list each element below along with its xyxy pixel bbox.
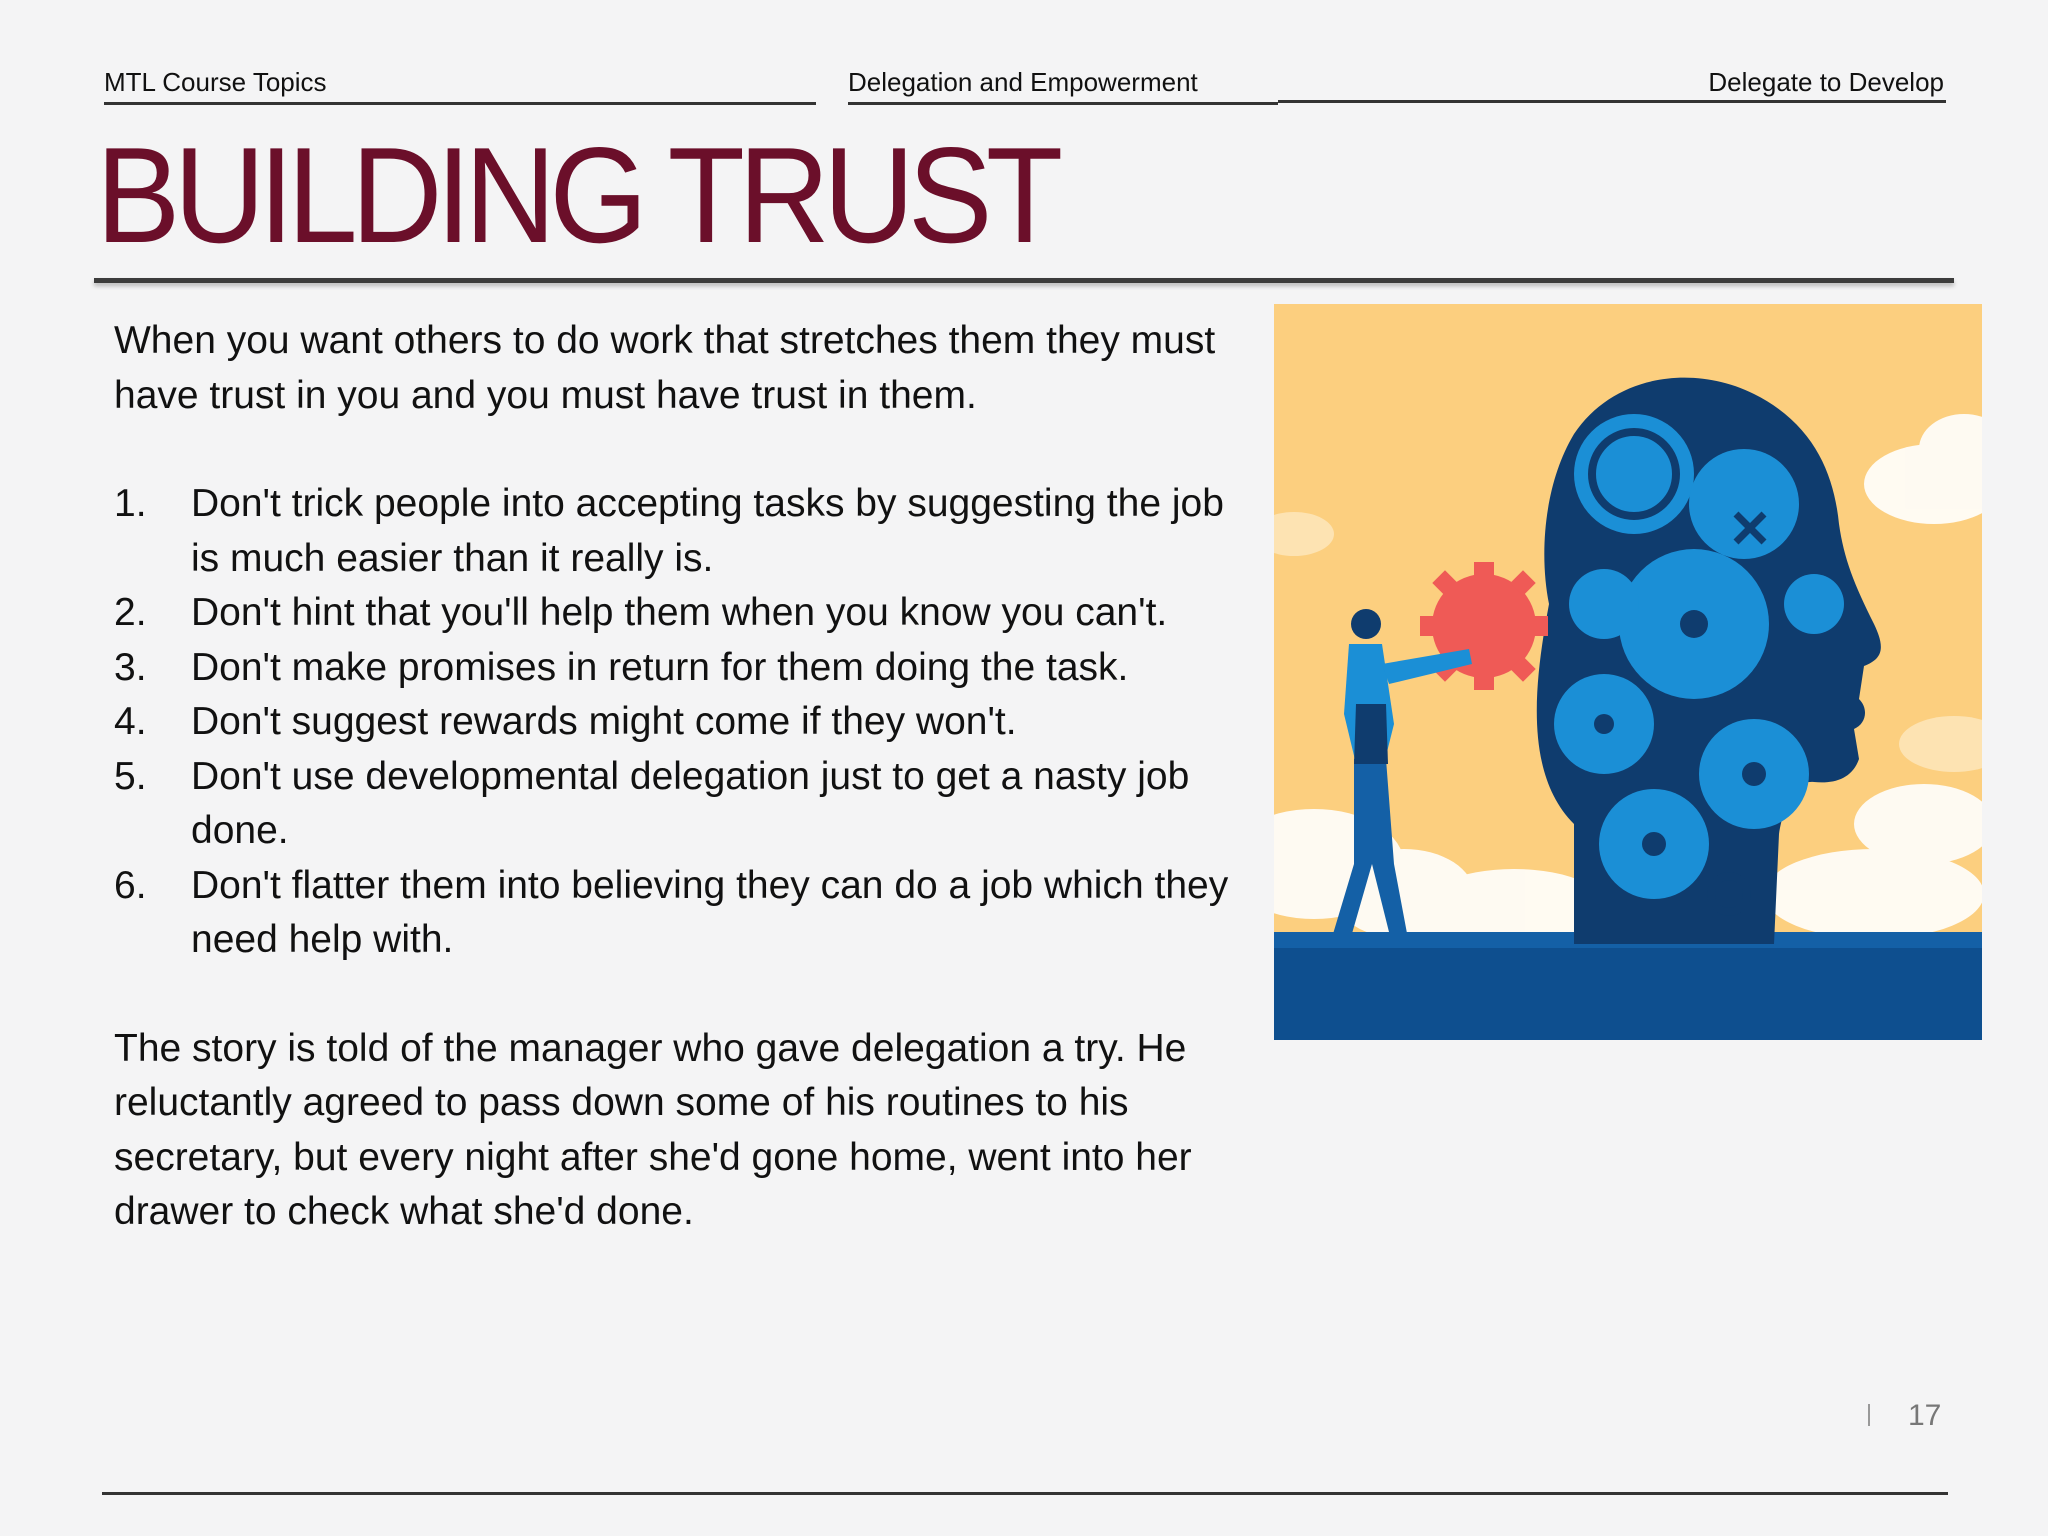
list-item xyxy=(114,695,1244,750)
header-divider xyxy=(1278,100,1946,103)
list-number: 2. xyxy=(114,591,147,634)
intro-paragraph: When you want others to do work that stretches them they must have trust in you and you must have trust in them. xyxy=(114,319,1216,417)
header-subtopic: Delegate to Develop xyxy=(1708,67,1944,97)
list-text: Don't flatter them into believing they can do a job which they need help with. xyxy=(191,863,1229,961)
list-item xyxy=(114,477,1244,586)
footer-divider xyxy=(102,1492,1948,1495)
title-divider xyxy=(94,278,1954,283)
list-number: 6. xyxy=(114,863,147,907)
list-text: Don't hint that you'll help them when you know you can't. xyxy=(191,591,1168,634)
story-paragraph: The story is told of the manager who gave delegation a try. He reluctantly agreed to pass down some of his routines to his secretary, but every night after she'd gone home, went into her drawer to check what she'd done. xyxy=(114,1026,1192,1233)
list-number: 3. xyxy=(114,645,147,689)
list-text: Don't trick people into accepting tasks by suggesting the job is much easier than it really is. xyxy=(191,482,1224,580)
list-text: Don't use developmental delegation just to get a nasty job done. xyxy=(191,754,1190,852)
slide-title: BUILDING TRUST xyxy=(96,119,1057,271)
page-number-separator xyxy=(1868,1404,1870,1426)
list-item xyxy=(114,641,1244,696)
slide-body xyxy=(114,314,1244,1240)
trust-rules-list xyxy=(114,477,1244,968)
list-text: Don't make promises in return for them doing the task. xyxy=(191,645,1129,689)
list-number: 5. xyxy=(114,754,147,798)
list-text: Don't suggest rewards might come if they won't. xyxy=(191,700,1017,743)
header-section-title: Delegation and Empowerment xyxy=(848,64,1278,105)
header-course-topics: MTL Course Topics xyxy=(104,64,816,105)
person-placing-gear-into-head-icon xyxy=(1274,304,1982,1040)
list-item xyxy=(114,859,1244,968)
list-item xyxy=(114,586,1244,641)
list-number: 4. xyxy=(114,700,147,743)
list-item xyxy=(114,750,1244,859)
list-number: 1. xyxy=(114,482,147,525)
page-number: 17 xyxy=(1908,1399,1942,1432)
